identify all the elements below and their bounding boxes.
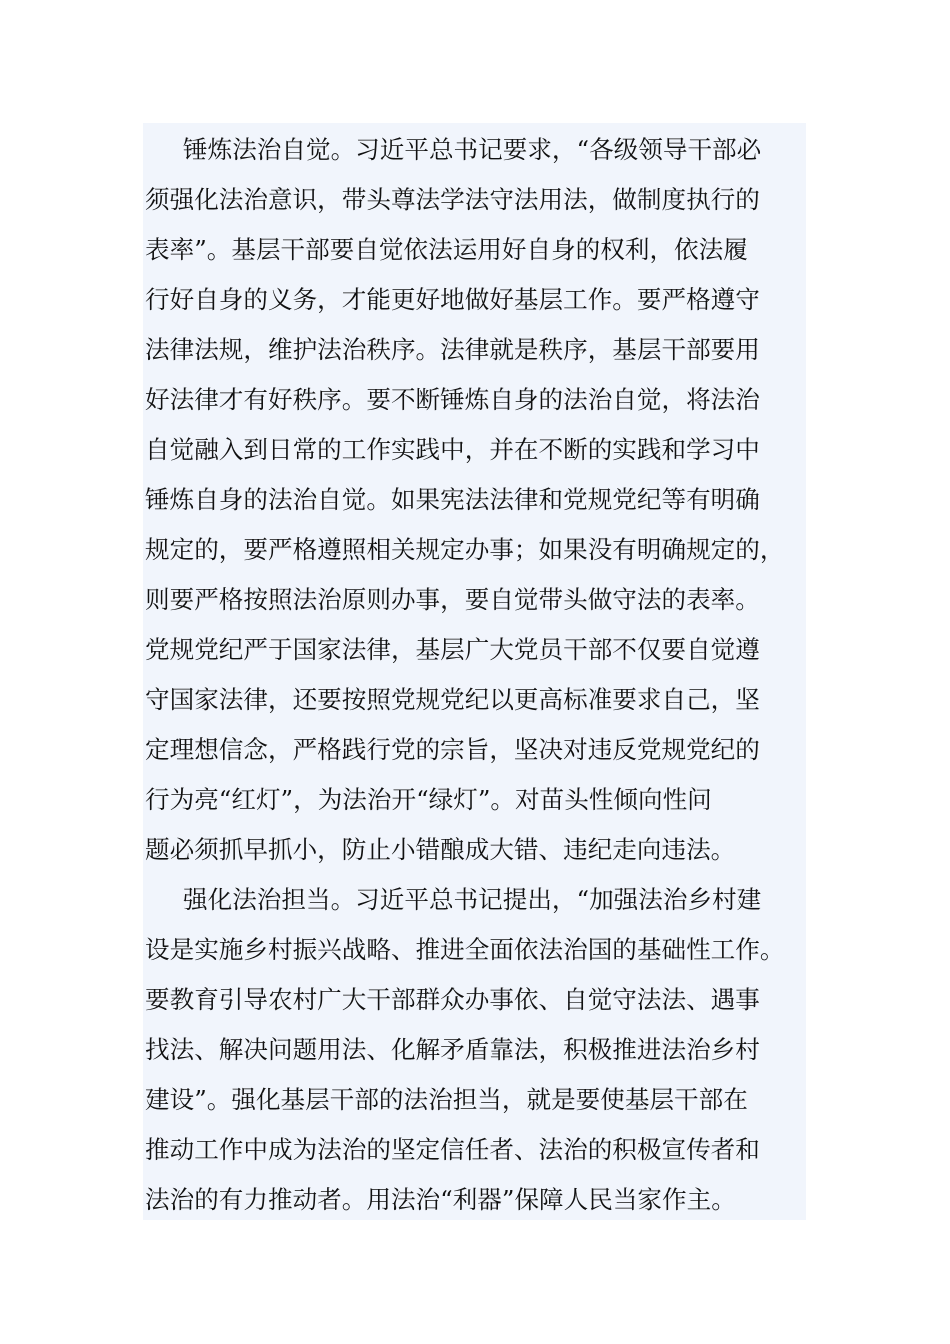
- paragraph-1-line-5: 法律法规，维护法治秩序。法律就是秩序，基层干部要用: [145, 335, 760, 364]
- paragraph-1-line-4: 行好自身的义务，才能更好地做好基层工作。要严格遵守: [145, 285, 760, 314]
- paragraph-2-line-1: 强化法治担当。习近平总书记提出，“加强法治乡村建: [183, 885, 762, 914]
- paragraph-1-line-2: 须强化法治意识，带头尊法学法守法用法，做制度执行的: [145, 185, 760, 214]
- paragraph-2-line-6: 推动工作中成为法治的坚定信任者、法治的积极宣传者和: [145, 1135, 760, 1164]
- paragraph-1-line-7: 自觉融入到日常的工作实践中，并在不断的实践和学习中: [145, 435, 760, 464]
- paragraph-1-line-3: 表率”。基层干部要自觉依法运用好自身的权利，依法履: [145, 235, 748, 264]
- paragraph-1-line-14: 行为亮“红灯”，为法治开“绿灯”。对苗头性倾向性问: [145, 785, 712, 814]
- paragraph-1-line-8: 锤炼自身的法治自觉。如果宪法法律和党规党纪等有明确: [145, 485, 760, 514]
- paragraph-2-line-4: 找法、解决问题用法、化解矛盾靠法，积极推进法治乡村: [145, 1035, 760, 1064]
- paragraph-1-line-1: 锤炼法治自觉。习近平总书记要求，“各级领导干部必: [183, 135, 762, 164]
- paragraph-2-line-7: 法治的有力推动者。用法治“利器”保障人民当家作主。: [145, 1185, 736, 1214]
- paragraph-1-line-11: 党规党纪严于国家法律，基层广大党员干部不仅要自觉遵: [145, 635, 760, 664]
- paragraph-1-line-6: 好法律才有好秩序。要不断锤炼自身的法治自觉，将法治: [145, 385, 760, 414]
- paragraph-1-line-15: 题必须抓早抓小，防止小错酿成大错、违纪走向违法。: [145, 835, 736, 864]
- paragraph-2-line-5: 建设”。强化基层干部的法治担当，就是要使基层干部在: [145, 1085, 748, 1114]
- paragraph-2-line-3: 要教育引导农村广大干部群众办事依、自觉守法法、遇事: [145, 985, 760, 1014]
- paragraph-1-line-13: 定理想信念，严格践行党的宗旨，坚决对违反党规党纪的: [145, 735, 760, 764]
- paragraph-1-line-10: 则要严格按照法治原则办事，要自觉带头做守法的表率。: [145, 585, 760, 614]
- paragraph-2-line-2: 设是实施乡村振兴战略、推进全面依法治国的基础性工作。: [145, 935, 785, 964]
- paragraph-1-line-12: 守国家法律，还要按照党规党纪以更高标准要求自己，坚: [145, 685, 760, 714]
- paragraph-1-line-9: 规定的，要严格遵照相关规定办事；如果没有明确规定的，: [145, 535, 785, 564]
- highlighted-text-block: [143, 123, 806, 1220]
